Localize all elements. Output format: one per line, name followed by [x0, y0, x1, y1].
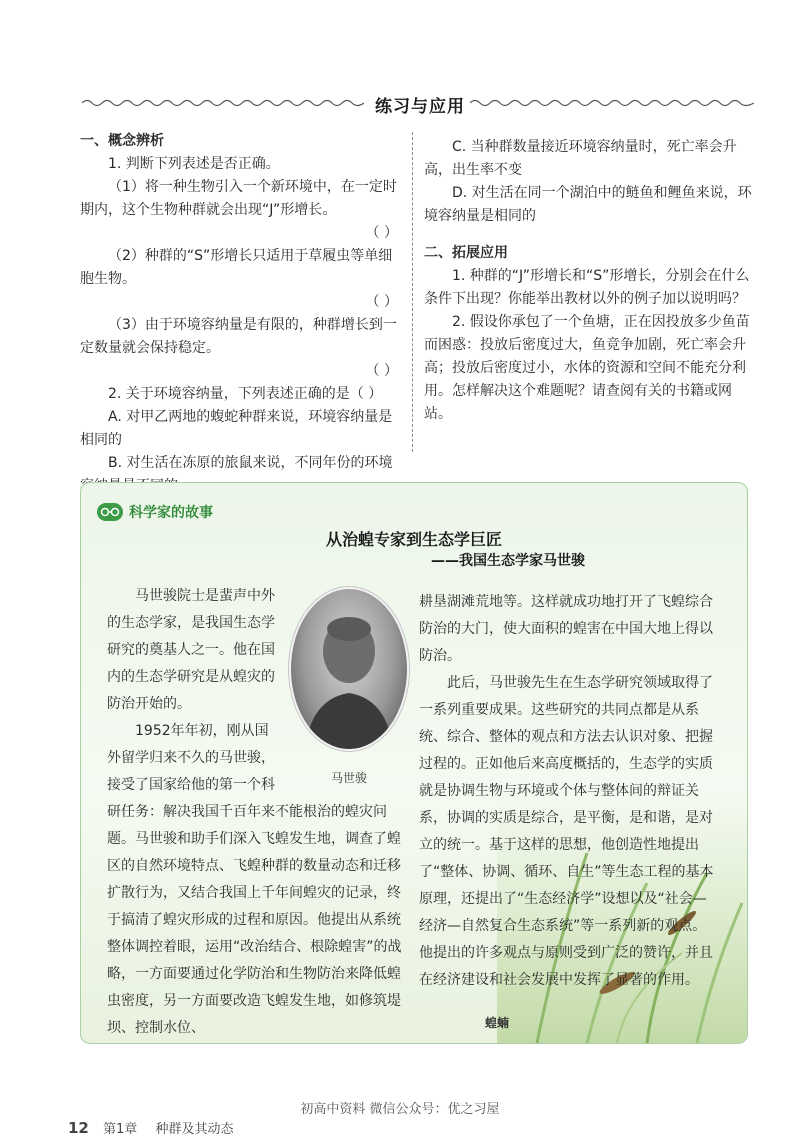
story-left-paragraph-1: 马世骏院士是蜚声中外的生态学家，是我国生态学研究的奠基人之一。他在国内的生态学研究是从蝗灾的防治开始的。 — [107, 588, 275, 712]
locust-caption: 蝗蝻 — [485, 1016, 510, 1030]
portrait-caption: 马世骏 — [330, 771, 367, 785]
exercise-column-right — [424, 136, 754, 426]
option-a: A. 对甲乙两地的蝮蛇种群来说，环境容纳量是相同的 — [80, 409, 393, 448]
application-question-1: 1. 种群的“J”形增长和“S”形增长，分别会在什么条件下出现？你能举出教材以外的例子加以说明吗？ — [424, 268, 750, 307]
spacer — [424, 228, 754, 242]
option-c: C. 当种群数量接近环境容纳量时，死亡率会升高，出生率不变 — [424, 139, 737, 178]
question-1-1: （1）将一种生物引入一个新环境中，在一定时期内，这个生物种群就会出现“J”形增长。 — [80, 179, 397, 218]
story-right-paragraph-2: 此后，马世骏先生在生态学研究领域取得了一系列重要成果。这些研究的共同点都是从系统、综合、整体的观点和方法去认识对象、把握过程的。正如他后来高度概括的，生态学的实质就是协调生物与环境或个体与整体间的辩证关系，协调的实质是综合，是平衡，是和谐，是对立的统一。基于这样的思想，他创造性地提出了“整体、协调、循环、自生”等生态工程的基本原理，还提出了“生态经济学”设想以及“社会—经济—自然复合生态系统”等一系列新的观点。他提出的许多观点与原则受到广泛的赞许，并且在经济建设和社会发展中发挥了显著的作用。 — [419, 675, 714, 988]
section-title: 练习与应用 — [375, 97, 465, 117]
question-1: 1. 判断下列表述是否正确。 — [108, 156, 280, 172]
answer-blank-1: （ ） — [365, 225, 398, 241]
option-d: D. 对生活在同一个湖泊中的鲢鱼和鲤鱼来说，环境容纳量是相同的 — [424, 185, 752, 224]
chapter-label: 第1章 — [103, 1122, 138, 1137]
option-b: B. 对生活在冻原的旅鼠来说，不同年份的环境 — [108, 455, 393, 471]
exercise-column-left — [80, 130, 398, 498]
story-title: 从治蝗专家到生态学巨匠 — [325, 530, 502, 549]
story-column-right — [419, 589, 719, 994]
story-left-paragraph-2: 1952年年初，刚从国外留学归来不久的马世骏，接受了国家给他的第一个科研任务：解决我国千百年来不能根治的蝗灾问题。马世骏和助手们深入飞蝗发生地，调查了蝗区的自然环境特点、飞蝗种群的数量动态和迁移扩散行为，又结合我国上千年间蝗灾的记录，终于搞清了蝗灾形成的过程和原因。他提出从系统整体调控着眼，运用“改治结合、根除蝗害”的战略，一方面要通过化学防治和生物防治来降低蝗虫密度，另一方面要改造飞蝗发生地，如修筑堤坝、控制水位、 — [107, 723, 402, 1036]
wavy-rule-right — [470, 96, 754, 110]
glasses-icon — [97, 503, 123, 521]
story-subtitle: ——我国生态学家马世骏 — [431, 553, 585, 569]
story-badge — [97, 500, 213, 524]
portrait-photo — [289, 587, 409, 751]
scientist-story-box — [80, 482, 748, 1044]
heading-extended-application: 二、拓展应用 — [424, 245, 508, 261]
question-2: 2. 关于环境容纳量，下列表述正确的是（ ） — [108, 386, 383, 402]
portrait-figure — [285, 583, 413, 793]
section-title-row — [82, 90, 754, 118]
page-number: 12 — [68, 1119, 89, 1137]
heading-concept-analysis: 一、概念辨析 — [80, 133, 164, 149]
question-1-2: （2）种群的“S”形增长只适用于草履虫等单细胞生物。 — [80, 248, 393, 287]
story-badge-label: 科学家的故事 — [129, 505, 213, 521]
application-question-2: 2. 假设你承包了一个鱼塘，正在因投放多少鱼苗而困惑：投放后密度过大，鱼竞争加剧，死亡率会升高；投放后密度过小，水体的资源和空间不能充分利用。怎样解决这个难题呢？请查阅有关的书籍或网站。 — [424, 314, 750, 422]
question-1-3: （3）由于环境容纳量是有限的，种群增长到一定数量就会保持稳定。 — [80, 317, 397, 356]
story-right-paragraph-1: 耕垦湖滩荒地等。这样就成功地打开了飞蝗综合防治的大门，使大面积的蝗害在中国大地上得以防治。 — [419, 594, 713, 664]
answer-blank-2: （ ） — [365, 294, 398, 310]
answer-blank-3: （ ） — [365, 363, 398, 379]
watermark-text: 初高中资料 微信公众号：优之习屋 — [300, 1102, 500, 1117]
story-column-left — [107, 583, 413, 1042]
chapter-title: 种群及其动态 — [155, 1122, 234, 1137]
page-footer — [68, 1118, 233, 1137]
column-divider — [412, 132, 413, 452]
wavy-rule-left — [82, 96, 364, 110]
